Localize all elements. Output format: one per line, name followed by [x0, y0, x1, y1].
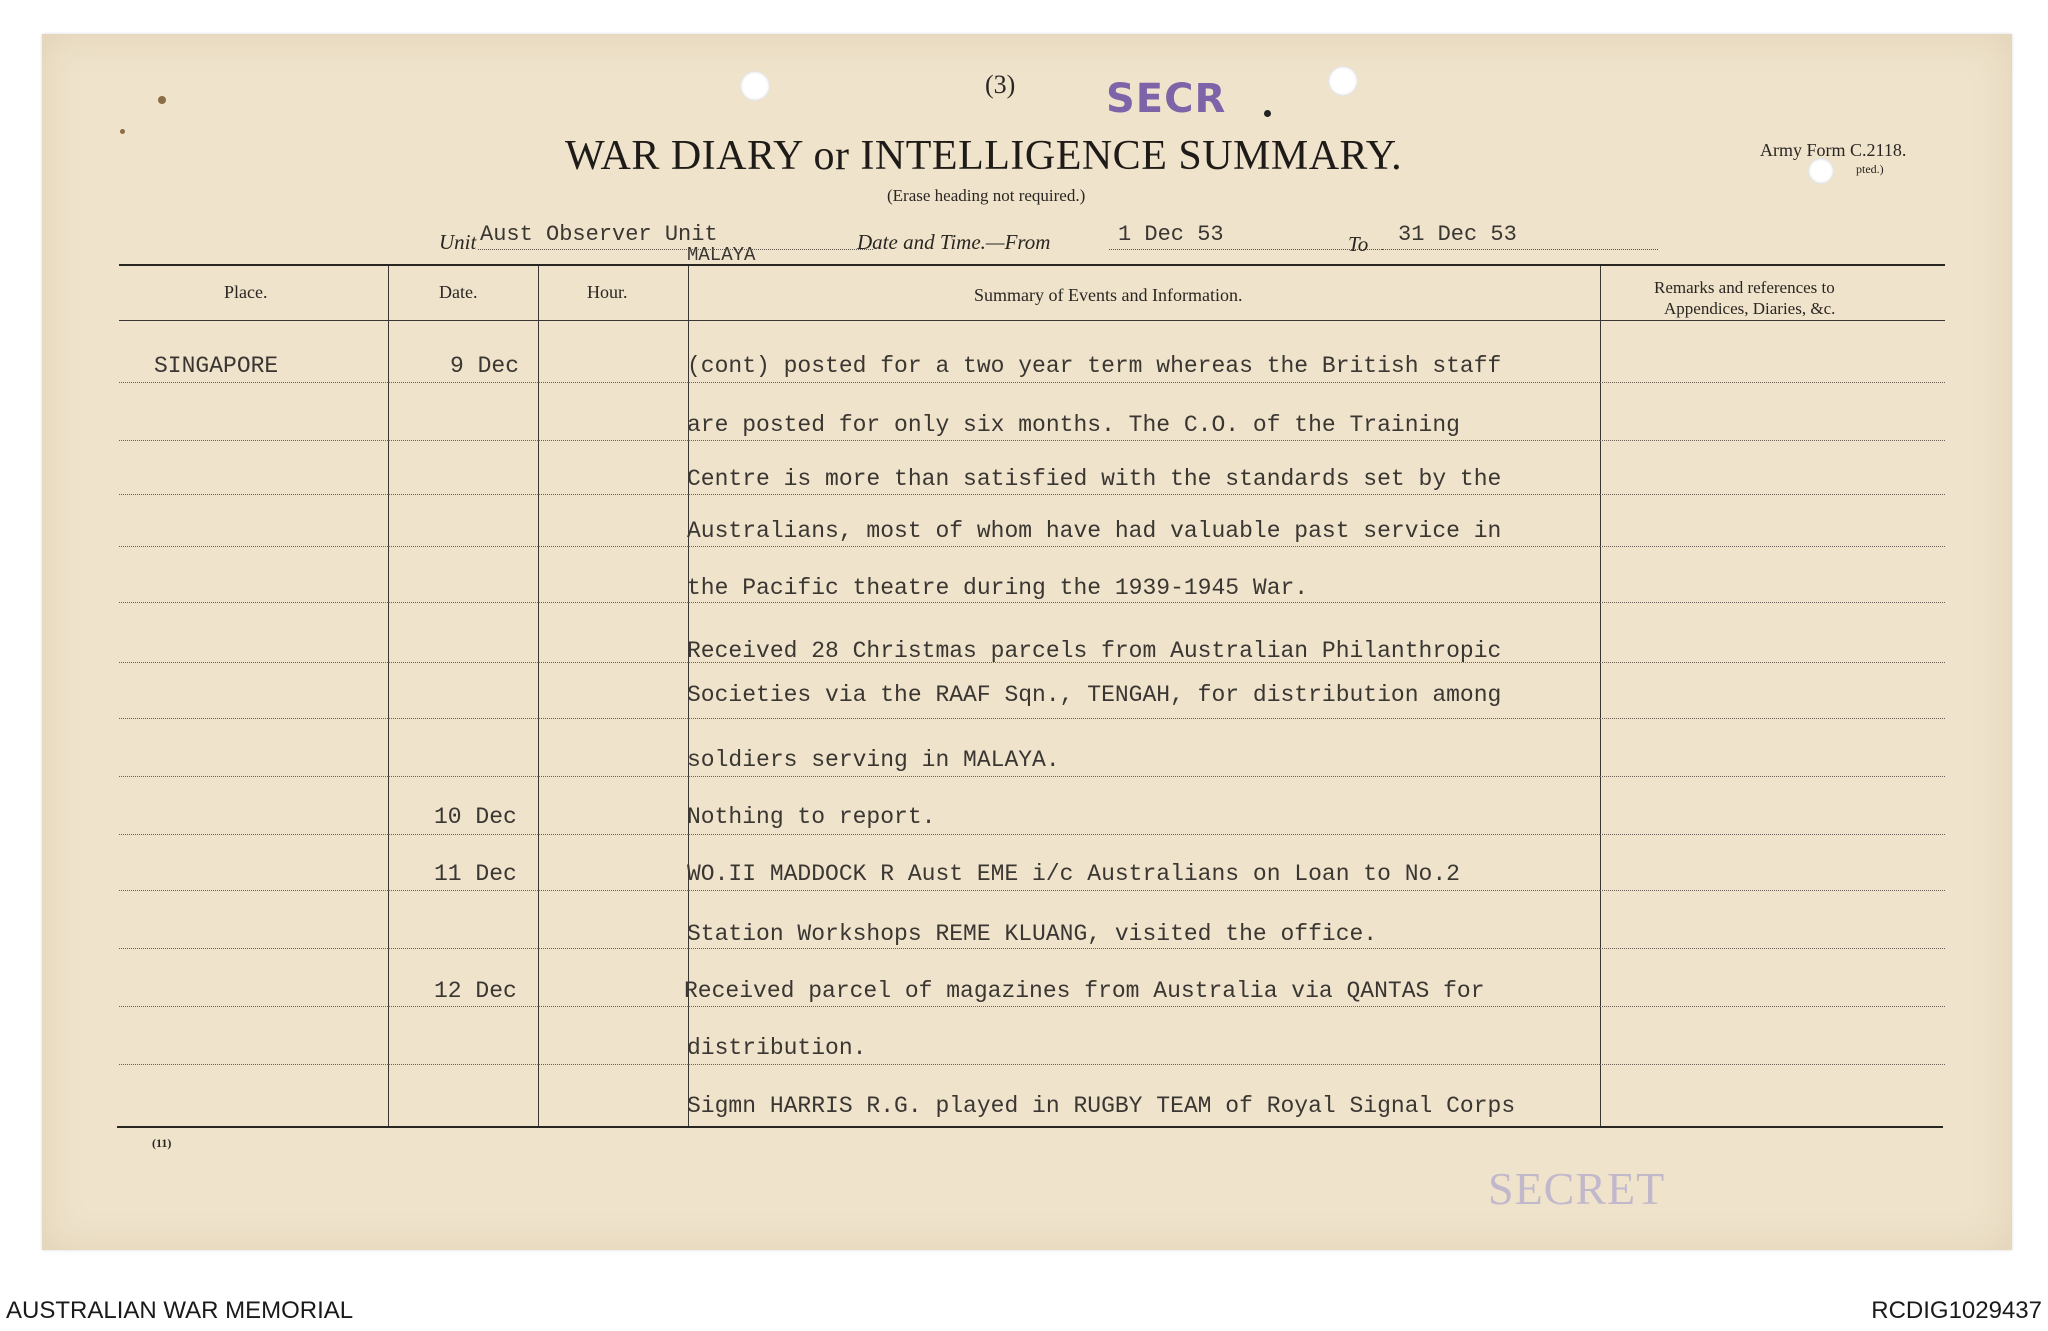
- punch-hole-left: [740, 71, 770, 101]
- row-rule: [688, 890, 1600, 891]
- column-header-summary: Summary of Events and Information.: [974, 285, 1243, 305]
- row-rule: [1600, 546, 1945, 547]
- row-rule: [538, 546, 688, 547]
- to-underline: [1382, 249, 1658, 250]
- row-rule: [688, 776, 1600, 777]
- punch-hole-right: [1328, 66, 1358, 96]
- column-header-hour: Hour.: [587, 282, 628, 302]
- footer-record-id: RCDIG1029437: [1871, 1297, 2042, 1324]
- row-rule: [388, 834, 538, 835]
- row-rule: [538, 382, 688, 383]
- row-rule: [538, 1064, 688, 1065]
- row-rule: [538, 718, 688, 719]
- table-row-place: SINGAPORE: [154, 353, 279, 379]
- row-rule: [1600, 834, 1945, 835]
- row-rule: [688, 546, 1600, 547]
- column-header-remarks: Remarks and references to: [1654, 278, 1835, 297]
- row-rule: [538, 890, 688, 891]
- row-rule: [388, 440, 538, 441]
- row-rule: [688, 834, 1600, 835]
- from-underline: [1109, 249, 1384, 250]
- page-title: WAR DIARY or INTELLIGENCE SUMMARY.: [565, 133, 1403, 179]
- column-header-remarks-second-line: Appendices, Diaries, &c.: [1664, 299, 1836, 318]
- row-rule: [119, 718, 388, 719]
- table-row-date: 11 Dec: [434, 861, 517, 887]
- table-row-summary: WO.II MADDOCK R Aust EME i/c Australians on Loan to No.2: [687, 861, 1460, 887]
- date-time-label: Date and Time.—From: [857, 230, 1051, 254]
- secret-stamp-bottom: SECRET: [1488, 1163, 1666, 1214]
- table-row-summary: (cont) posted for a two year term whereas the British staff: [687, 353, 1502, 379]
- to-date-value: 31 Dec 53: [1398, 222, 1517, 247]
- row-rule: [119, 494, 388, 495]
- stain-mark: [120, 129, 125, 134]
- row-rule: [538, 602, 688, 603]
- row-rule: [388, 1064, 538, 1065]
- row-rule: [1600, 1064, 1945, 1065]
- row-rule: [388, 718, 538, 719]
- row-rule: [388, 948, 538, 949]
- page-subtitle: (Erase heading not required.): [887, 186, 1086, 205]
- column-divider: [1600, 266, 1601, 1126]
- row-rule: [119, 834, 388, 835]
- table-row-summary: Sigmn HARRIS R.G. played in RUGBY TEAM of Royal Signal Corps: [687, 1093, 1516, 1119]
- row-rule: [538, 834, 688, 835]
- row-rule: [388, 546, 538, 547]
- punch-hole-corner: [1808, 158, 1834, 184]
- row-rule: [388, 890, 538, 891]
- table-top-border: [119, 264, 1945, 266]
- row-rule: [1600, 890, 1945, 891]
- row-rule: [688, 1064, 1600, 1065]
- row-rule: [538, 494, 688, 495]
- row-rule: [1600, 776, 1945, 777]
- row-rule: [1600, 440, 1945, 441]
- table-row-summary: Nothing to report.: [687, 804, 936, 830]
- row-rule: [1600, 948, 1945, 949]
- row-rule: [119, 602, 388, 603]
- army-form-label: Army Form C.2118.: [1760, 140, 1907, 160]
- row-rule: [1600, 382, 1945, 383]
- row-rule: [688, 718, 1600, 719]
- table-row-date: 9 Dec: [450, 353, 520, 379]
- unit-label: Unit: [439, 230, 477, 254]
- row-rule: [388, 382, 538, 383]
- row-rule: [119, 776, 388, 777]
- army-form-note: pted.): [1856, 162, 1884, 176]
- row-rule: [538, 948, 688, 949]
- ink-dot: [1264, 110, 1271, 117]
- row-rule: [119, 440, 388, 441]
- table-row-summary: are posted for only six months. The C.O. of the Training: [687, 412, 1460, 438]
- table-row-summary: Societies via the RAAF Sqn., TENGAH, for distribution among: [687, 682, 1502, 708]
- row-rule: [538, 1006, 688, 1007]
- row-rule: [119, 1064, 388, 1065]
- table-row-summary: Australians, most of whom have had valuable past service in: [687, 518, 1502, 544]
- document-sheet: [42, 34, 2012, 1250]
- table-row-summary: Centre is more than satisfied with the standards set by the: [687, 466, 1502, 492]
- table-row-date: 10 Dec: [434, 804, 517, 830]
- column-divider: [538, 266, 539, 1126]
- row-rule: [538, 440, 688, 441]
- footer-source-label: AUSTRALIAN WAR MEMORIAL: [6, 1297, 354, 1324]
- table-row-date: 12 Dec: [434, 978, 517, 1004]
- row-rule: [1600, 718, 1945, 719]
- unit-value: Aust Observer Unit: [480, 222, 718, 247]
- row-rule: [688, 382, 1600, 383]
- page-number: (3): [985, 70, 1016, 99]
- to-label: To: [1348, 232, 1369, 256]
- row-rule: [688, 494, 1600, 495]
- table-row-summary: the Pacific theatre during the 1939-1945 War.: [687, 575, 1309, 601]
- row-rule: [119, 948, 388, 949]
- row-rule: [1600, 662, 1945, 663]
- form-code: (11): [152, 1136, 172, 1150]
- table-bottom-border: [117, 1126, 1943, 1128]
- table-row-summary: distribution.: [687, 1035, 867, 1061]
- unit-underline: [478, 249, 873, 250]
- row-rule: [538, 776, 688, 777]
- column-divider: [388, 266, 389, 1126]
- row-rule: [388, 776, 538, 777]
- table-row-summary: soldiers serving in MALAYA.: [687, 747, 1060, 773]
- row-rule: [388, 494, 538, 495]
- secret-stamp-top: SECR: [1106, 76, 1227, 122]
- table-row-summary: Received 28 Christmas parcels from Australian Philanthropic: [687, 638, 1502, 664]
- row-rule: [388, 662, 538, 663]
- column-header-date: Date.: [439, 282, 478, 302]
- column-header-place: Place.: [224, 282, 268, 302]
- row-rule: [1600, 1006, 1945, 1007]
- row-rule: [119, 1006, 388, 1007]
- table-row-summary: Received parcel of magazines from Australia via QANTAS for: [684, 978, 1485, 1004]
- from-date-value: 1 Dec 53: [1118, 222, 1224, 247]
- row-rule: [1600, 494, 1945, 495]
- row-rule: [388, 1006, 538, 1007]
- row-rule: [688, 440, 1600, 441]
- stain-mark: [158, 96, 166, 104]
- unit-value-second-line: MALAYA: [687, 244, 756, 266]
- row-rule: [538, 662, 688, 663]
- row-rule: [388, 602, 538, 603]
- row-rule: [1600, 602, 1945, 603]
- row-rule: [688, 1006, 1600, 1007]
- row-rule: [119, 382, 388, 383]
- row-rule: [688, 602, 1600, 603]
- row-rule: [688, 948, 1600, 949]
- row-rule: [119, 546, 388, 547]
- row-rule: [119, 890, 388, 891]
- row-rule: [119, 662, 388, 663]
- header-rule: [119, 320, 1945, 321]
- table-row-summary: Station Workshops REME KLUANG, visited the office.: [687, 921, 1378, 947]
